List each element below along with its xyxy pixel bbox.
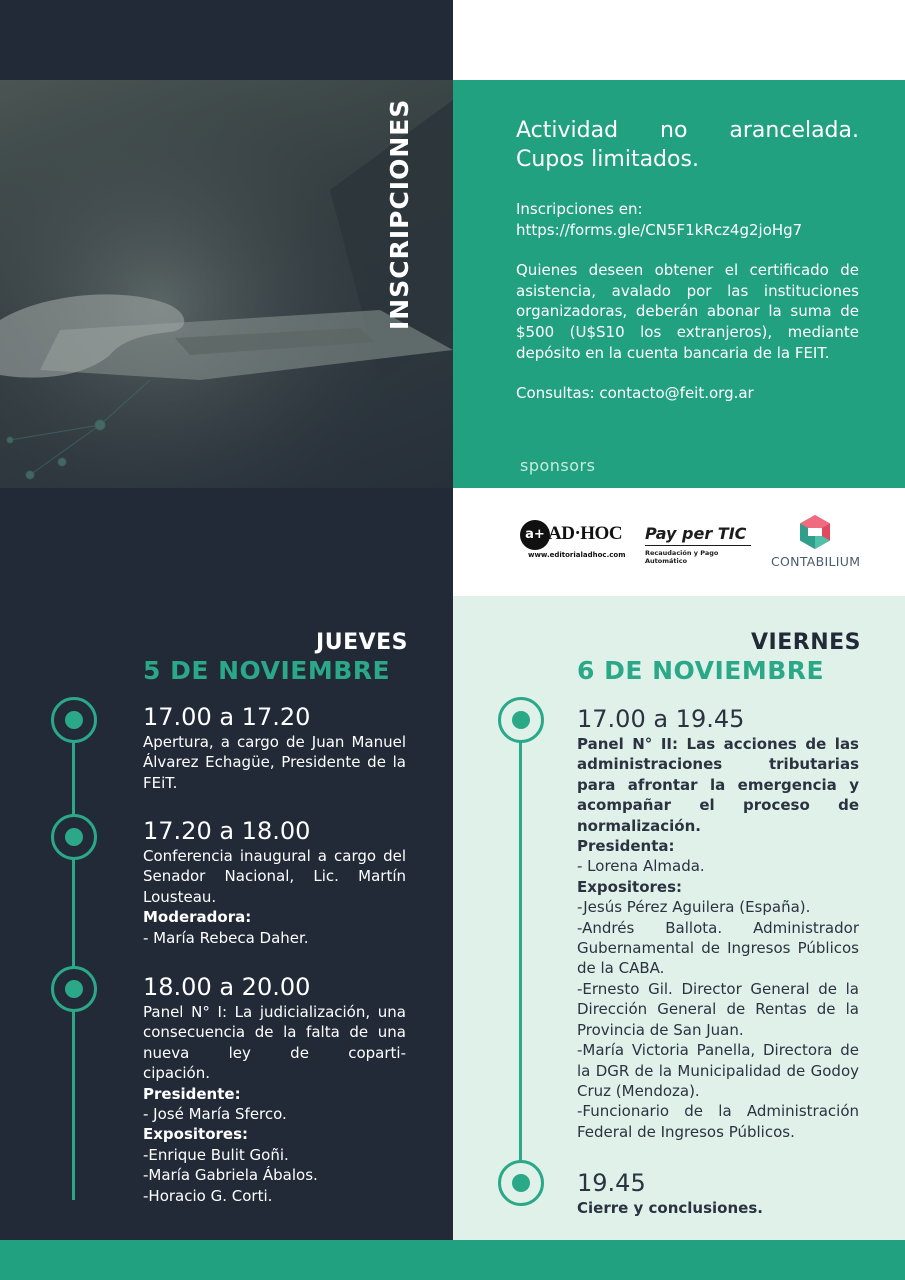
payperTIC-logo (643, 524, 761, 564)
day2-session-1 (577, 704, 859, 1142)
speaker-entry: -Andrés Ballota. Administrador Gubernamental de Ingresos Públicos de la CABA. (577, 918, 859, 978)
day2-timeline-line (519, 720, 522, 1182)
timeline-node-icon (51, 966, 97, 1012)
adhoc-wordmark: AD·HOC (548, 523, 623, 544)
session-time: 19.45 (577, 1169, 646, 1197)
speaker-name: -Horacio G. Corti. (143, 1186, 273, 1205)
day1-weekday: JUEVES (316, 630, 408, 655)
headline: Actividad no arancelada. Cupos limitados. (516, 118, 859, 172)
certificate-text: Quienes deseen obtener el certificado de asistencia, avalado por las instituciones organizadoras, deberán abonar la suma de $500 (U$S10 los extranjeros), mediante depósito en la cuenta bancaria de la FEIT. (516, 261, 859, 362)
speaker-entry: -Jesús Pérez Aguilera (España). (577, 898, 811, 917)
moderator-label: Moderadora: (143, 908, 252, 927)
speaker-entry: -María Victoria Panella, Directora de la DGR de la Municipalidad de Godoy Cruz (Mendoza). (577, 1041, 859, 1100)
speaker-entry: -Ernesto Gil. Director General de la Dirección General de Rentas de la Provincia de San Juan. (577, 979, 859, 1039)
registration-info (516, 116, 859, 404)
inscripciones-vertical-title: INSCRIPCIONES (385, 98, 414, 330)
timeline-node-icon (498, 697, 544, 743)
session-description: Panel N° II: Las acciones de las administraciones tributarias para afrontar la emergencia y acompañar el proceso de (577, 735, 859, 815)
president-label: Presidente: (143, 1084, 241, 1103)
session-time: 17.00 a 19.45 (577, 705, 745, 733)
session-time: 17.00 a 17.20 (143, 703, 311, 731)
session-description: Panel N° I: La judicialización, una consecuencia de la falta de una nueva ley de coparti- (143, 1003, 406, 1062)
speaker-name: -María Gabriela Ábalos. (143, 1166, 318, 1185)
session-description-end: normalización. (577, 816, 701, 835)
payperTIC-tagline: Recaudación y Pago Automático (645, 549, 719, 565)
session-description-end: cipación. (143, 1064, 210, 1083)
speaker-entry: -Funcionario de la Administración Federal de Ingresos Públicos. (577, 1102, 859, 1141)
timeline-node-icon (498, 1160, 544, 1206)
top-white-block (453, 0, 905, 80)
day1-timeline-line (72, 720, 75, 1200)
day1-session-1 (143, 702, 406, 793)
session-description: Conferencia inaugural a cargo del Senador Nacional, Lic. Martín Lousteau. (143, 847, 406, 906)
adhoc-url: www.editorialadhoc.com (528, 551, 626, 559)
signup-link[interactable]: https://forms.gle/CN5F1kRcz4g2joHg7 (516, 220, 803, 239)
president-name: - José María Sferco. (143, 1105, 287, 1124)
signup-label: Inscripciones en: (516, 200, 643, 218)
adhoc-logo (520, 518, 624, 566)
contabilium-wordmark: CONTABILIUM (771, 554, 861, 569)
day1-session-3 (143, 972, 406, 1206)
speakers-label: Expositores: (577, 877, 683, 896)
timeline-node-icon (51, 814, 97, 860)
bottom-bar (0, 1240, 905, 1280)
president-name: - Lorena Almada. (577, 857, 705, 876)
moderator-name: - María Rebeca Daher. (143, 928, 309, 947)
day2-weekday: VIERNES (751, 630, 861, 655)
sponsors-label: sponsors (520, 456, 596, 475)
session-time: 17.20 a 18.00 (143, 817, 311, 845)
payperTIC-wordmark: Pay per TIC (645, 524, 747, 543)
contabilium-hex-icon (798, 514, 832, 550)
speaker-name: -Enrique Bulit Goñi. (143, 1145, 289, 1164)
president-label: Presidenta: (577, 837, 675, 856)
speakers-label: Expositores: (143, 1125, 249, 1144)
day2-date: 6 DE NOVIEMBRE (577, 656, 825, 685)
session-description: Cierre y conclusiones. (577, 1199, 763, 1217)
day1-session-2 (143, 816, 406, 948)
day1-date: 5 DE NOVIEMBRE (143, 656, 391, 685)
session-description: Apertura, a cargo de Juan Manuel Álvarez Echagüe, Presidente de la FEiT. (143, 733, 406, 792)
adhoc-mark-icon: a+ (520, 520, 550, 550)
contabilium-logo (766, 514, 866, 570)
timeline-node-icon (51, 697, 97, 743)
session-time: 18.00 a 20.00 (143, 973, 311, 1001)
day2-session-2 (577, 1168, 859, 1218)
payperTIC-underline (645, 545, 751, 546)
contact-text: Consultas: contacto@feit.org.ar (516, 384, 754, 403)
